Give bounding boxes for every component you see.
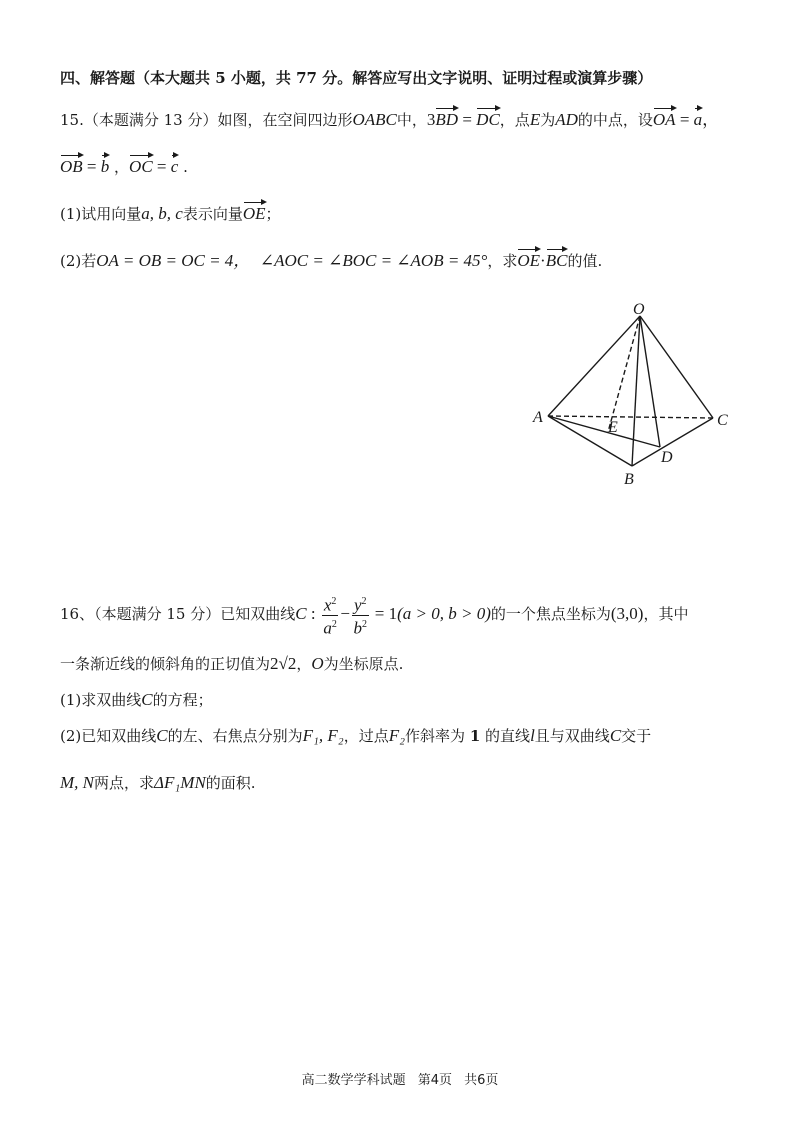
- q15-score: （本题满分 13 分）: [83, 111, 218, 129]
- q16-p2-curve: C: [156, 726, 168, 745]
- page-footer: [0, 1069, 800, 1088]
- q15-p1-text-a: 试用向量: [81, 205, 142, 223]
- edge-ob: [632, 316, 640, 466]
- q16-part2: [60, 726, 651, 746]
- q15-stem: [60, 106, 719, 130]
- q16-p1-text-a: 求双曲线: [81, 691, 142, 709]
- q16-f2: F₂: [388, 726, 406, 745]
- q16-points-mn: M, N: [60, 773, 94, 792]
- q16-tan-value: 2√2: [270, 654, 297, 673]
- q16-p2-curve2: C: [609, 726, 622, 745]
- q15-part2: [60, 247, 602, 271]
- q15-p2-cond1: OA = OB = OC = 4，: [96, 251, 251, 270]
- q16-p2-text-g: 交于: [621, 727, 652, 745]
- q16-line2: [60, 654, 403, 674]
- q16-p1-text-b: 的方程；: [152, 691, 213, 709]
- vector-oe: OE: [243, 200, 266, 224]
- q16-line-l: l: [530, 726, 535, 745]
- footer-subject: 高二数学学科试题: [301, 1073, 406, 1088]
- q15-point-e: E: [529, 110, 541, 129]
- q15-seg-ad: AD: [555, 110, 578, 129]
- q15-number: 15.: [60, 111, 84, 129]
- q16-stem-c: ，其中: [643, 605, 689, 624]
- q16-line2-a: 一条渐近线的倾斜角的正切值为: [60, 655, 271, 673]
- edge-oc: [640, 316, 713, 418]
- q16-origin: O: [311, 654, 324, 673]
- label-c: C: [717, 412, 728, 429]
- q15-quad: OABC: [352, 110, 397, 129]
- q16-p2-text-c: ，过点: [343, 727, 389, 745]
- edge-ac: [548, 416, 713, 418]
- q16-stem: [60, 593, 688, 637]
- q16-triangle: ΔF₁MN: [154, 773, 206, 792]
- q16-curve-name: C: [295, 604, 307, 624]
- q15-stem-c: ，点: [499, 111, 530, 129]
- q16-stem-a: 已知双曲线: [220, 605, 296, 624]
- q15-eq-bd-dc: 3BD = DC: [427, 110, 500, 129]
- label-d: D: [661, 449, 673, 466]
- q16-number: 16、: [60, 605, 95, 624]
- q15-p2-text-c: 的值.: [567, 252, 603, 270]
- q16-p1-curve: C: [141, 690, 153, 709]
- q15-defs: OB = b ，OC = c .: [60, 153, 188, 177]
- q15-p2-label: (2): [60, 252, 82, 270]
- q16-line2-b: ，: [296, 655, 312, 673]
- q15-def-ob: OB = b: [60, 157, 109, 176]
- q16-slope: 1: [469, 727, 481, 745]
- q15-stem-b: 中，: [396, 111, 427, 129]
- q15-stem-d: 为: [540, 111, 556, 129]
- q16-p2-text-b: 的左、右焦点分别为: [167, 727, 303, 745]
- label-e: E: [608, 419, 618, 436]
- q16-foci: F₁, F₂: [302, 726, 344, 745]
- footer-page: 第4页: [417, 1073, 452, 1088]
- q16-cond: (a > 0, b > 0): [397, 604, 491, 624]
- label-a: A: [533, 409, 543, 426]
- q16-line4-b: 的面积.: [205, 774, 256, 792]
- hyperbola-equation: : $\frac{x^2}{a^2}$ − $\frac{y^2}{b^2}$ = 1: [307, 604, 398, 623]
- q15-def-oc: OC = c: [129, 157, 178, 176]
- footer-total: 共6页: [464, 1073, 499, 1088]
- q16-line4-a: 两点，求: [94, 774, 155, 792]
- q16-p2-text-f: 且与双曲线: [534, 727, 610, 745]
- q15-dot-product: OE·BC: [517, 251, 567, 270]
- label-o: O: [633, 301, 645, 318]
- label-b: B: [624, 471, 634, 488]
- q16-line4: [60, 773, 256, 793]
- edge-ab: [548, 416, 632, 466]
- q16-p2-text-e: 的直线: [485, 727, 531, 745]
- edge-ad: [548, 416, 660, 447]
- q15-p1-vectors: a, b, c: [141, 204, 183, 223]
- q15-def-oa: OA = a，: [653, 110, 719, 129]
- q15-stem-e: 的中点，设: [577, 111, 653, 129]
- q15-p1-text-b: 表示向量: [182, 205, 243, 223]
- q16-stem-b: 的一个焦点坐标为: [490, 605, 611, 624]
- q16-line2-c: 为坐标原点.: [323, 655, 404, 673]
- q15-p1-label: (1): [60, 205, 82, 223]
- q16-p2-text-d: 作斜率为: [405, 727, 466, 745]
- q15-stem-a: 如图，在空间四边形: [217, 111, 353, 129]
- q16-part1: [60, 690, 213, 710]
- q16-focus: (3,0): [610, 604, 644, 624]
- q16-p1-label: (1): [60, 691, 82, 709]
- q15-part1: [60, 200, 281, 224]
- q15-p1-end: ；: [265, 205, 281, 223]
- tetrahedron-figure: [520, 300, 750, 495]
- q15-p2-text-b: ，求: [487, 252, 518, 270]
- q16-score: （本题满分 15 分）: [94, 605, 221, 624]
- section-heading: 四、解答题（本大题共 5 小题，共 77 分。解答应写出文字说明、证明过程或演算步骤）: [60, 69, 653, 87]
- q16-p2-text-a: 已知双曲线: [81, 727, 157, 745]
- edge-od: [640, 316, 660, 447]
- q16-p2-label: (2): [60, 727, 82, 745]
- q15-p2-text-a: 若: [81, 252, 97, 270]
- q15-p2-cond2: ∠AOC = ∠BOC = ∠AOB = 45°: [259, 251, 488, 270]
